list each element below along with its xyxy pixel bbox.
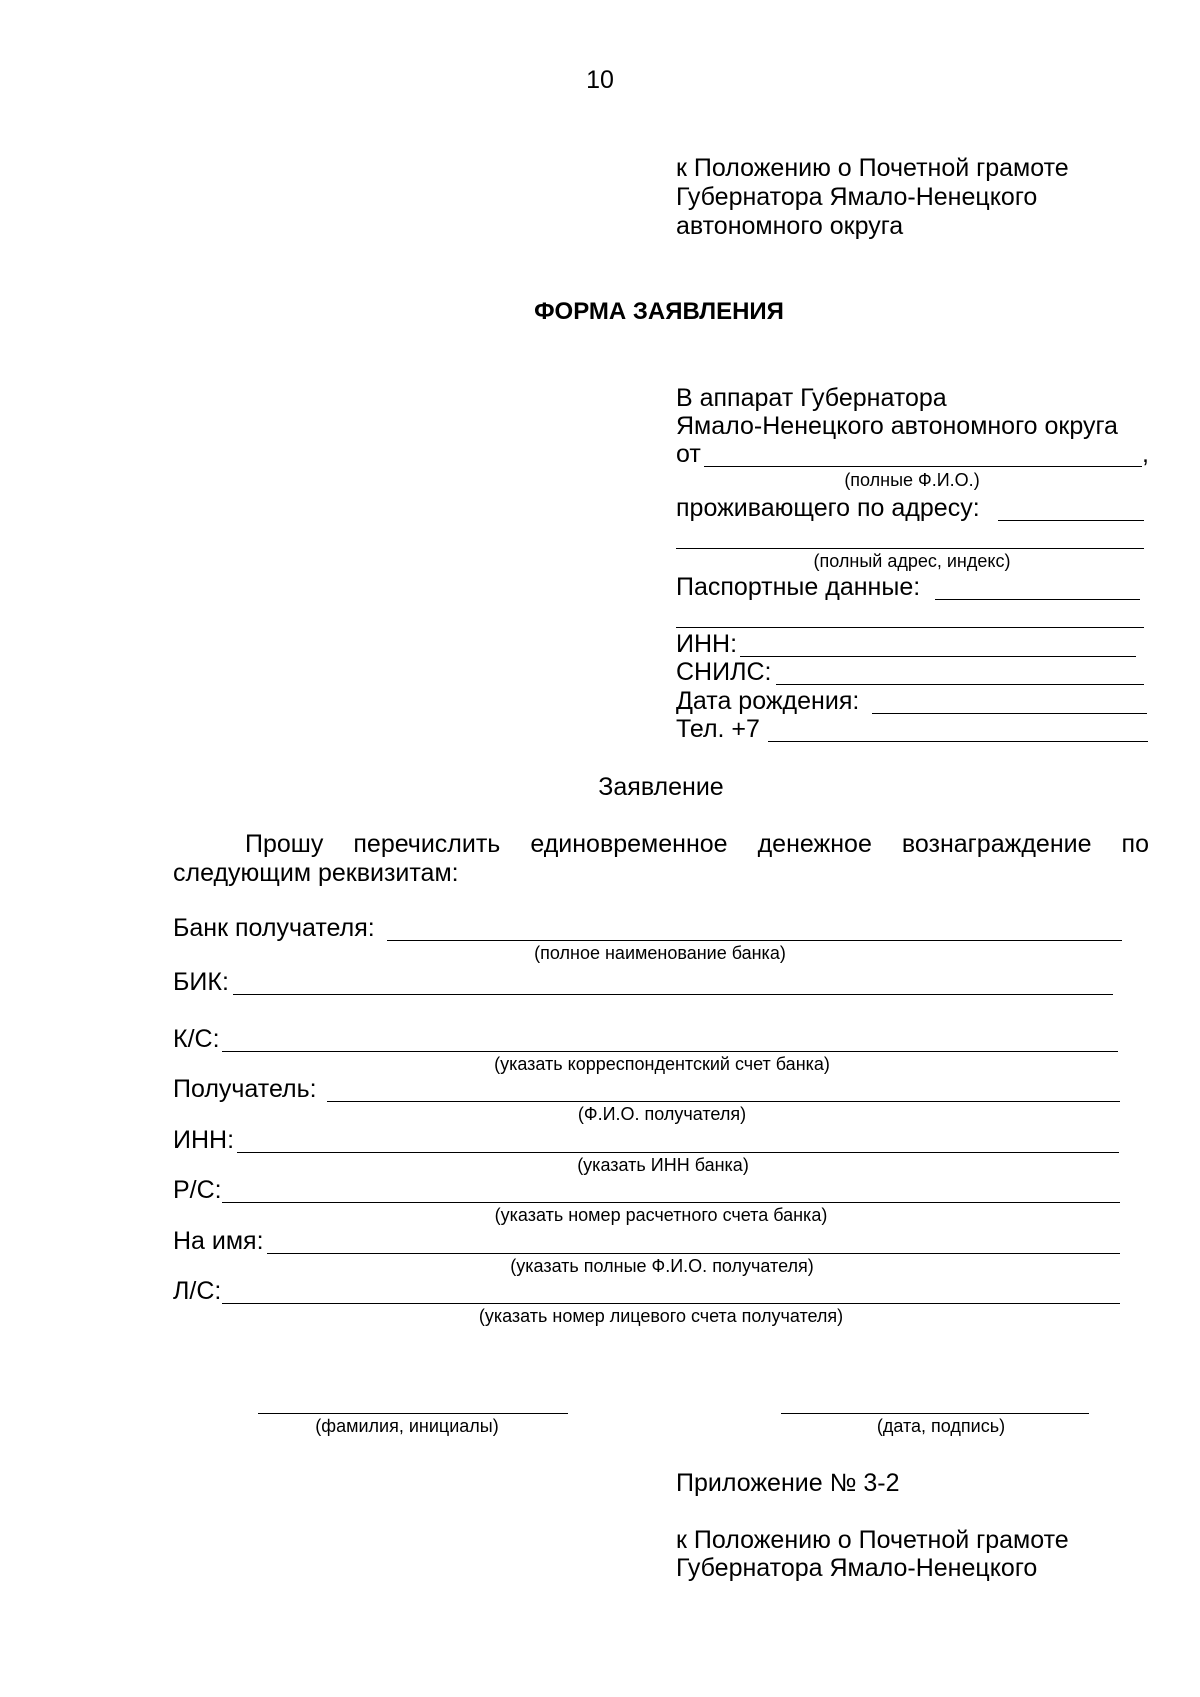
account-name-caption: (указать полные Ф.И.О. получателя) — [510, 1256, 814, 1276]
addressee-line-1: В аппарат Губернатора — [676, 384, 947, 412]
surname-initials-caption: (фамилия, инициалы) — [315, 1416, 499, 1436]
corr-account-label: К/С: — [173, 1025, 220, 1053]
snils-field-line[interactable] — [776, 684, 1144, 685]
corr-account-caption: (указать корреспондентский счет банка) — [494, 1054, 830, 1074]
from-comma: , — [1142, 440, 1149, 468]
reference-bottom-line-2: Губернатора Ямало-Ненецкого — [676, 1554, 1038, 1582]
reference-top-line-1: к Положению о Почетной грамоте — [676, 154, 1069, 182]
corr-account-field-line[interactable] — [222, 1051, 1118, 1052]
bik-field-line[interactable] — [233, 994, 1113, 995]
reference-bottom-line-1: к Положению о Почетной грамоте — [676, 1526, 1069, 1554]
body-text-line-1 — [245, 830, 1149, 859]
date-signature-line[interactable] — [781, 1413, 1089, 1414]
inn-field-line[interactable] — [740, 656, 1136, 657]
addressee-line-2: Ямало-Ненецкого автономного округа — [676, 412, 1118, 440]
reference-top-line-3: автономного округа — [676, 212, 904, 240]
bank-inn-label: ИНН: — [173, 1126, 235, 1154]
bank-name-label: Банк получателя: — [173, 914, 375, 942]
settlement-account-field-line[interactable] — [222, 1202, 1120, 1203]
passport-field-line-2[interactable] — [676, 627, 1144, 628]
body-word: денежное — [757, 830, 872, 858]
bik-label: БИК: — [173, 968, 229, 996]
address-field-line-2[interactable] — [676, 548, 1144, 549]
inn-label: ИНН: — [676, 630, 738, 658]
personal-account-caption: (указать номер лицевого счета получателя) — [478, 1306, 844, 1326]
personal-account-label: Л/С: — [173, 1277, 222, 1305]
settlement-account-label: Р/С: — [173, 1176, 222, 1204]
body-word: по — [1121, 830, 1149, 858]
passport-field-line-1[interactable] — [935, 599, 1140, 600]
from-fio-field-line[interactable] — [704, 466, 1142, 467]
fio-caption: (полные Ф.И.О.) — [844, 470, 980, 490]
birth-date-field-line[interactable] — [872, 713, 1147, 714]
surname-initials-line[interactable] — [258, 1413, 568, 1414]
page-number: 10 — [586, 66, 614, 94]
reference-top-line-2: Губернатора Ямало-Ненецкого — [676, 183, 1038, 211]
recipient-caption: (Ф.И.О. получателя) — [577, 1104, 747, 1124]
account-name-label: На имя: — [173, 1227, 264, 1255]
address-field-line-1[interactable] — [998, 520, 1144, 521]
birth-date-label: Дата рождения: — [676, 687, 860, 715]
body-word: единовременное — [530, 830, 728, 858]
bank-inn-field-line[interactable] — [237, 1152, 1119, 1153]
snils-label: СНИЛС: — [676, 658, 772, 686]
address-label: проживающего по адресу: — [676, 494, 980, 522]
bank-name-field-line[interactable] — [387, 940, 1122, 941]
phone-label: Тел. +7 — [676, 715, 760, 743]
phone-field-line[interactable] — [768, 741, 1148, 742]
settlement-account-caption: (указать номер расчетного счета банка) — [494, 1205, 828, 1225]
bank-name-caption: (полное наименование банка) — [534, 943, 786, 963]
personal-account-field-line[interactable] — [222, 1303, 1120, 1304]
body-word: перечислить — [353, 830, 501, 858]
bank-inn-caption: (указать ИНН банка) — [577, 1155, 749, 1175]
body-word: вознаграждение — [901, 830, 1092, 858]
address-caption: (полный адрес, индекс) — [813, 551, 1011, 571]
date-signature-caption: (дата, подпись) — [876, 1416, 1006, 1436]
passport-label: Паспортные данные: — [676, 573, 921, 601]
from-label: от — [676, 440, 701, 468]
body-word: Прошу — [245, 830, 324, 858]
recipient-label: Получатель: — [173, 1075, 317, 1103]
statement-heading: Заявление — [598, 773, 724, 801]
account-name-field-line[interactable] — [267, 1253, 1120, 1254]
body-text-line-2: следующим реквизитам: — [173, 859, 459, 887]
appendix-label: Приложение № 3-2 — [676, 1469, 900, 1497]
recipient-field-line[interactable] — [327, 1101, 1120, 1102]
form-title: ФОРМА ЗАЯВЛЕНИЯ — [534, 298, 784, 325]
